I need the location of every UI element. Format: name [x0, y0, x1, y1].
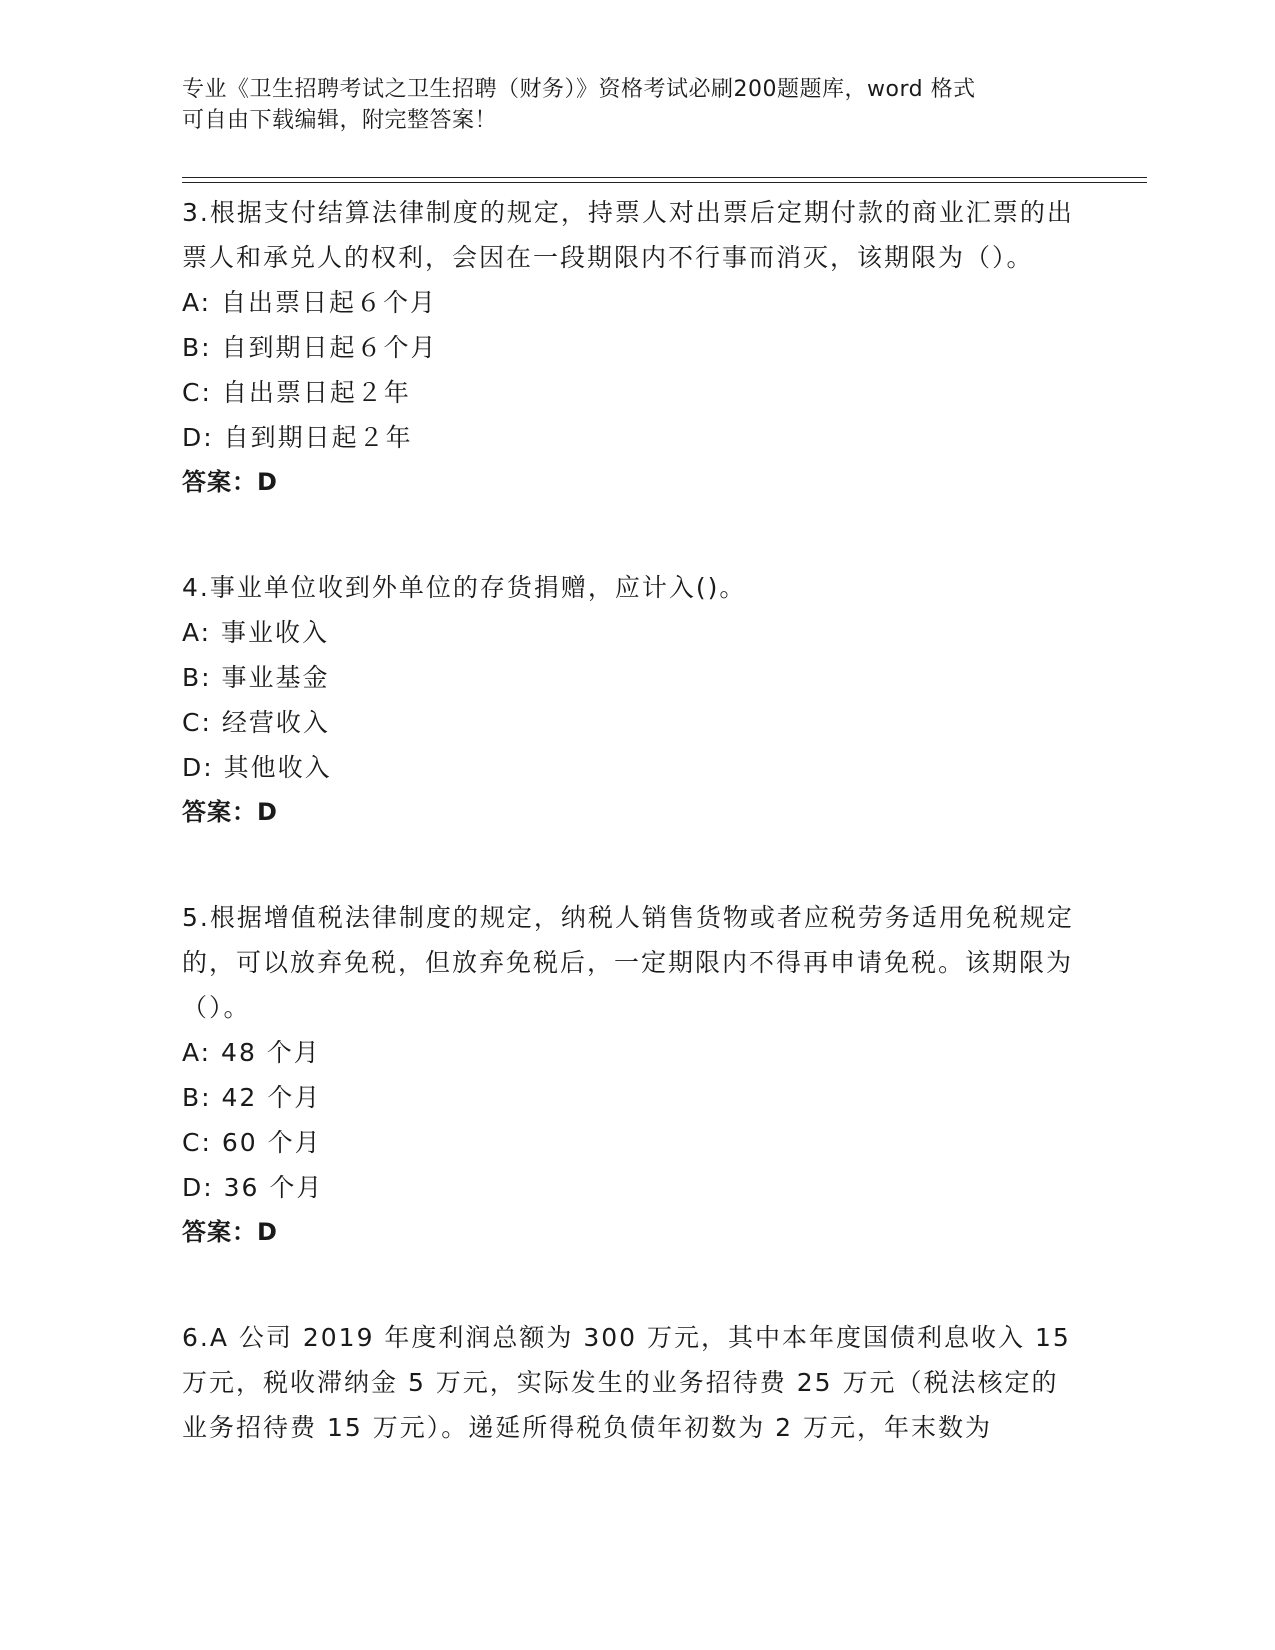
spacer — [182, 835, 1082, 895]
option-b: B: 自到期日起６个月 — [182, 333, 438, 362]
option-a: A: 事业收入 — [182, 618, 330, 647]
question-3 — [182, 190, 1082, 505]
answer-label: 答案：D — [182, 468, 278, 496]
option-d: D: 自到期日起２年 — [182, 423, 413, 452]
option-b: B: 42 个月 — [182, 1083, 322, 1112]
option-c: C: 自出票日起２年 — [182, 378, 411, 407]
header-divider-top — [182, 177, 1147, 178]
question-stem: 6.A 公司 2019 年度利润总额为 300 万元，其中本年度国债利息收入 15 万元，税收滞纳金 5 万元，实际发生的业务招待费 25 万元（税法核定的业务招待费 15 万元）。递延所得税负债年初数为 2 万元，年末数为 — [182, 1323, 1071, 1442]
question-list — [182, 190, 1082, 1450]
answer-label: 答案：D — [182, 1218, 278, 1246]
spacer — [182, 505, 1082, 565]
question-6 — [182, 1315, 1082, 1450]
option-c: C: 60 个月 — [182, 1128, 322, 1157]
header-divider-bottom — [182, 182, 1147, 183]
question-stem: 3.根据支付结算法律制度的规定，持票人对出票后定期付款的商业汇票的出票人和承兑人的权利，会因在一段期限内不行事而消灭，该期限为（）。 — [182, 198, 1074, 272]
option-a: A: 自出票日起６个月 — [182, 288, 438, 317]
spacer — [182, 1255, 1082, 1315]
answer-label: 答案：D — [182, 798, 278, 826]
option-a: A: 48 个月 — [182, 1038, 321, 1067]
option-c: C: 经营收入 — [182, 708, 330, 737]
header-line-1: 专业《卫生招聘考试之卫生招聘（财务）》资格考试必刷200题题库，word 格式 — [182, 77, 976, 102]
option-b: B: 事业基金 — [182, 663, 330, 692]
document-header — [182, 74, 1062, 136]
question-4 — [182, 565, 1082, 835]
option-d: D: 36 个月 — [182, 1173, 324, 1202]
question-5 — [182, 895, 1082, 1255]
question-stem: 5.根据增值税法律制度的规定，纳税人销售货物或者应税劳务适用免税规定的，可以放弃免税，但放弃免税后，一定期限内不得再申请免税。该期限为（）。 — [182, 903, 1074, 1022]
question-stem: 4.事业单位收到外单位的存货捐赠，应计入()。 — [182, 573, 747, 602]
option-d: D: 其他收入 — [182, 753, 332, 782]
header-line-2: 可自由下载编辑，附完整答案！ — [182, 108, 498, 133]
